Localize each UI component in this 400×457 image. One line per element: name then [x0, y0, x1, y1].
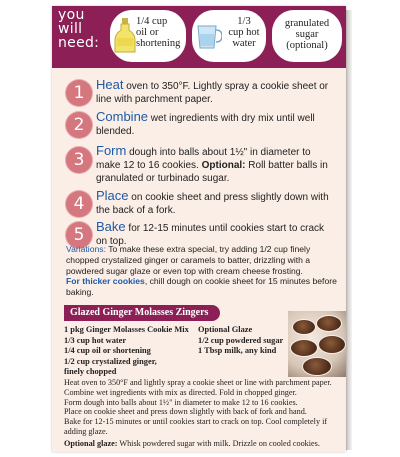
instruction-line: Heat oven to 350°F and lightly spray a cookie sheet or line with parchment paper. — [64, 378, 332, 387]
oil-line-3: shortening — [136, 38, 181, 49]
step-number-badge: 5 — [66, 222, 92, 248]
sugar-line-3: (optional) — [286, 40, 328, 51]
sugar-text — [274, 18, 340, 51]
box-side-edge — [346, 10, 352, 450]
ingredient-item: 1/2 cup crystalized ginger, — [64, 356, 157, 366]
step-text — [96, 189, 336, 217]
ingredients-left — [64, 325, 202, 378]
thicker-body: , chill dough on cookie sheet for 15 minutes before baking. — [66, 276, 337, 297]
step-verb: Combine — [96, 109, 149, 124]
oil-pill — [110, 10, 186, 62]
oil-text — [136, 16, 184, 49]
step-number-badge: 2 — [66, 112, 92, 138]
cookie-image — [318, 335, 346, 354]
step-verb: Form — [96, 143, 127, 158]
step-verb: Heat — [96, 77, 124, 92]
step-text — [96, 78, 336, 106]
need-text: need: — [58, 35, 100, 51]
measuring-cup-icon — [196, 22, 222, 50]
glaze-instruction — [64, 439, 344, 449]
step-body: oven to 350°F. Lightly spray a cookie sheet or line with parchment paper. — [96, 81, 329, 105]
sugar-line-1: granulated — [284, 18, 330, 29]
cookie-image — [292, 319, 316, 335]
instruction-line: Form dough into balls about 1½" in diameter to make 12 to 16 cookies. — [64, 397, 298, 407]
glaze-label: Optional glaze: — [64, 438, 118, 448]
oil-line-2: oil or — [136, 27, 159, 38]
water-line-1: 1/3 — [237, 16, 251, 27]
sugar-line-2: sugar — [295, 29, 319, 40]
step-body: wet ingredients with dry mix until well blended. — [96, 113, 315, 137]
glaze-body: Whisk powdered sugar with milk. Drizzle on cooled cookies. — [117, 438, 320, 448]
will-text: will — [58, 21, 83, 37]
step-body: dough into balls about 1½" in diameter to make 12 to 16 cookies. — [96, 147, 311, 171]
instruction-line: Combine wet ingredients with mix as directed. Fold in chopped ginger. — [64, 387, 297, 397]
water-line-3: water — [232, 38, 256, 49]
step-text — [96, 110, 336, 138]
optional-label: Optional: — [201, 160, 246, 171]
step-4 — [66, 189, 340, 219]
ingredient-item: finely chopped — [64, 367, 117, 376]
cookie-image — [316, 315, 342, 332]
thicker-label: For thicker cookies — [66, 276, 145, 286]
ingredient-item: 1/2 cup powdered sugar — [198, 335, 284, 345]
cookies-photo — [288, 311, 346, 377]
step-body: on cookie sheet and press slightly down with the back of a fork. — [96, 192, 329, 216]
variations-label: Variations: — [66, 244, 106, 254]
instruction-line: Place on cookie sheet and press down slightly with back of fork and hand. — [64, 407, 307, 417]
oil-bottle-icon — [114, 18, 136, 54]
step-number-badge: 1 — [66, 80, 92, 106]
step-body: for 12-15 minutes until cookies start to crack on top. — [96, 223, 325, 247]
ingredient-item: 1/4 cup oil or shortening — [64, 346, 151, 355]
step-text — [96, 144, 336, 185]
you-will-need-label — [58, 8, 99, 50]
ingredient-item: 1/3 cup hot water — [64, 335, 127, 345]
recipe-title-banner: Glazed Ginger Molasses Zingers — [64, 305, 220, 321]
water-pill — [192, 10, 266, 62]
step-3 — [66, 144, 340, 188]
sugar-pill — [272, 10, 342, 62]
glaze-heading: Optional Glaze — [198, 325, 253, 334]
thicker-cookies-text — [66, 276, 338, 298]
variations-text — [66, 244, 338, 277]
water-line-2: cup hot — [228, 27, 260, 38]
step-number-badge: 3 — [66, 147, 92, 173]
you-text: you — [58, 7, 85, 23]
step-verb: Place — [96, 188, 129, 203]
recipe-instructions — [64, 378, 344, 449]
recipe-box-panel — [52, 6, 346, 452]
ingredients-right — [198, 325, 286, 357]
water-text — [224, 16, 264, 49]
step-body-2: Roll batter balls in granulated or turbinado sugar. — [96, 160, 328, 184]
variations-body: To make these extra special, try adding 1/2 cup finely chopped crystalized ginger or caramels to batter, drizzling with a powdered sugar glaze or even top with cream cheese frosting. — [66, 244, 311, 276]
instruction-line: Bake for 12-15 minutes or until cookies start to crack on top. Cool completely if adding glaze. — [64, 417, 328, 436]
ingredients-header — [52, 6, 346, 68]
cookie-image — [290, 339, 318, 357]
step-number-badge: 4 — [66, 191, 92, 217]
step-verb: Bake — [96, 219, 126, 234]
ingredient-item: 1 Tbsp milk, any kind — [198, 346, 277, 355]
step-2 — [66, 110, 340, 142]
step-1 — [66, 78, 340, 112]
oil-line-1: 1/4 cup — [136, 16, 168, 27]
ingredient-item: 1 pkg Ginger Molasses Cookie Mix — [64, 325, 189, 334]
cookie-image — [302, 357, 332, 376]
